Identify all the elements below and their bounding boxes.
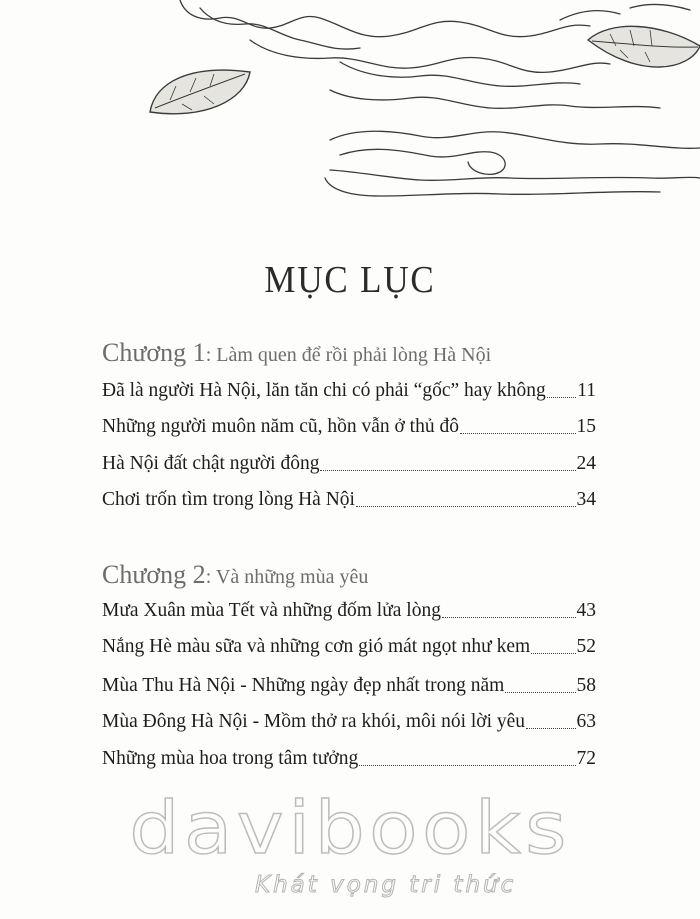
toc-entry-title: Nắng Hè màu sữa và những cơn gió mát ngọt như kem [102,636,531,657]
toc-entry[interactable] [102,675,596,697]
dot-leader [442,617,576,618]
chapter-2-subtitle: : Và những mùa yêu [205,566,369,588]
watermark-tagline: Khát vọng tri thức [255,872,517,898]
dot-leader [505,692,575,693]
chapter-1-number: Chương 1 [102,338,206,367]
toc-entry[interactable] [102,453,596,475]
toc-entry[interactable] [102,636,596,658]
toc-entry-title: Chơi trốn tìm trong lòng Hà Nội [102,489,355,510]
toc-entry-title: Những mùa hoa trong tâm tưởng [102,748,359,769]
toc-entry-page: 11 [577,380,596,401]
toc-entry-page: 58 [576,675,596,696]
toc-entry-title: Hà Nội đất chật người đông [102,453,320,474]
toc-entry[interactable] [102,711,596,733]
toc-title: MỤC LỤC [264,259,436,301]
dot-leader [320,470,575,471]
toc-entry-title: Mùa Thu Hà Nội - Những ngày đẹp nhất trong năm [102,675,505,696]
toc-entry-page: 72 [576,748,596,769]
leaf-left [150,70,250,114]
toc-entry-page: 63 [576,711,596,732]
dot-leader [460,433,576,434]
toc-entry-title: Những người muôn năm cũ, hồn vẫn ở thủ đô [102,416,459,437]
toc-entry-page: 24 [576,453,596,474]
toc-entry-page: 15 [576,416,596,437]
toc-entry-title: Đã là người Hà Nội, lăn tăn chi có phải “gốc” hay không [102,380,546,401]
cloud-swirl-middle [250,40,610,72]
dot-leader [531,653,575,654]
chapter-1-subtitle: : Làm quen để rồi phải lòng Hà Nội [205,344,492,366]
watermark-brand: davibooks [129,786,571,870]
toc-entry[interactable] [102,748,596,770]
chapter-2-heading [102,560,602,590]
toc-entry-page: 34 [576,489,596,510]
dot-leader [356,506,576,507]
toc-entry[interactable] [102,416,596,438]
dot-leader [359,765,575,766]
toc-entry[interactable] [102,489,596,511]
toc-entry-page: 52 [576,636,596,657]
chapter-1-heading [102,338,602,368]
toc-entry[interactable] [102,380,596,402]
toc-entry-title: Mưa Xuân mùa Tết và những đốm lửa lòng [102,600,441,621]
cloud-swirl-bottom [330,131,700,148]
leaf-right [588,26,700,67]
dot-leader [526,728,575,729]
dot-leader [547,397,576,398]
cloud-leaf-illustration [0,0,700,230]
toc-entry[interactable] [102,600,596,622]
toc-entry-page: 43 [576,600,596,621]
toc-entry-title: Mùa Đông Hà Nội - Mồm thở ra khói, môi nói lời yêu [102,711,526,732]
cloud-swirl-top [180,0,590,37]
chapter-2-number: Chương 2 [102,560,206,589]
